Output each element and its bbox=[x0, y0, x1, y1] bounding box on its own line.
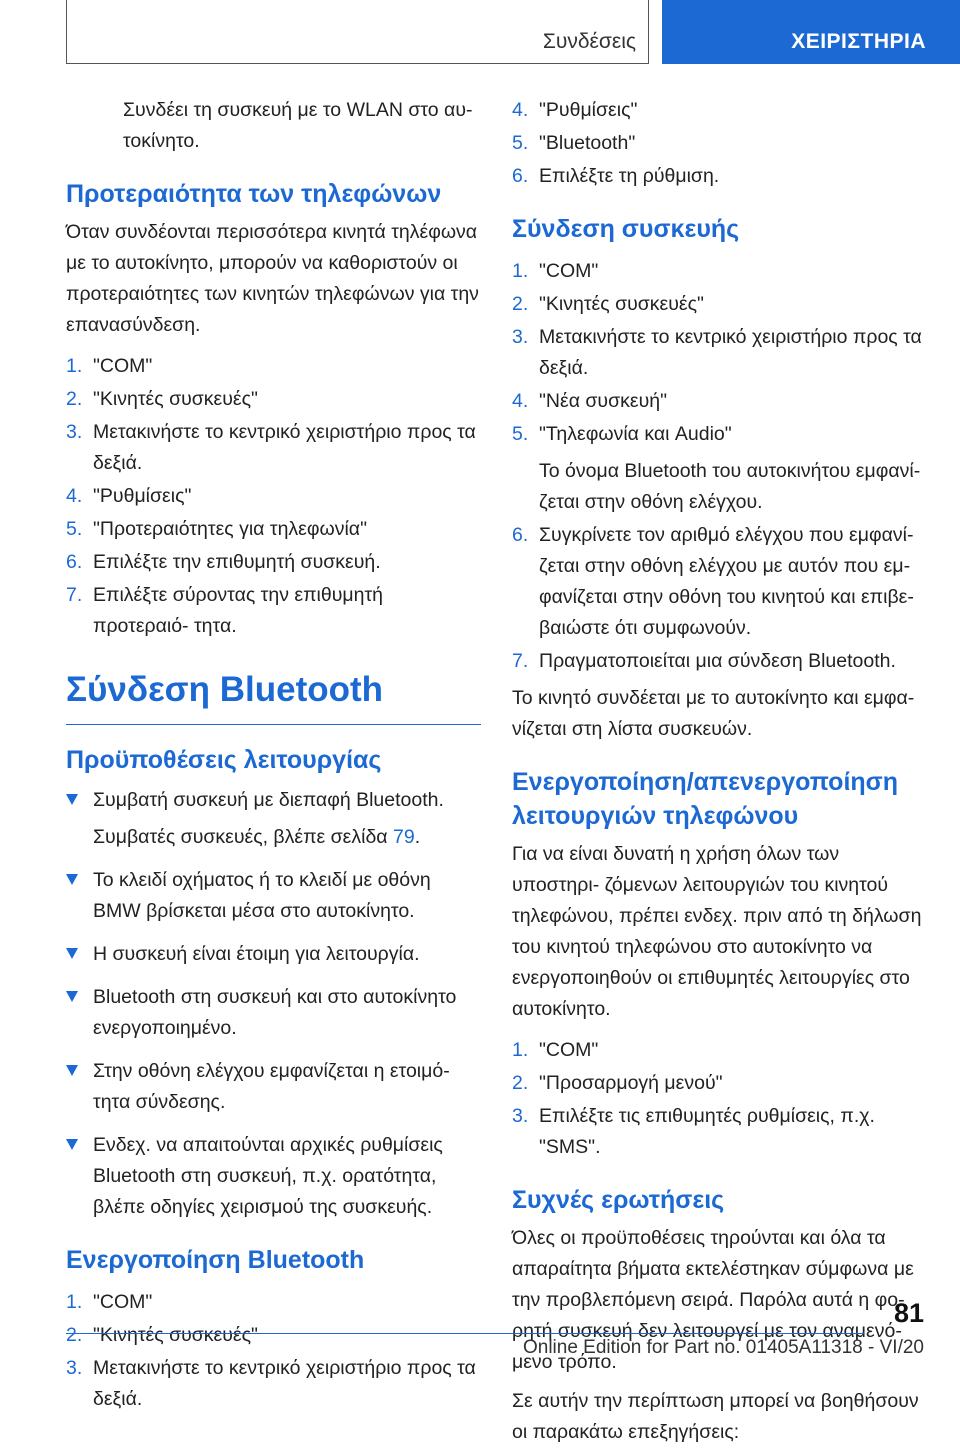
list-item: 7. Πραγματοποιείται μια σύνδεση Bluetooth. bbox=[512, 650, 896, 672]
activate-bluetooth-heading: Ενεργοποίηση Bluetooth bbox=[66, 1246, 365, 1274]
list-item: 7. Επιλέξτε σύροντας την επιθυμητή προτεραιό- τητα. bbox=[66, 584, 384, 637]
list-item: 2. "Κινητές συσκευές" bbox=[66, 1324, 258, 1346]
connect-result-text: Το κινητό συνδέεται με το αυτοκίνητο και εμφα- νίζεται στη λίστα συσκευών. bbox=[512, 687, 915, 740]
faq-text-2: Σε αυτήν την περίπτωση μπορεί να βοηθήσουν οι παρακάτω επεξηγήσεις: bbox=[512, 1390, 919, 1443]
list-item: 5. "Προτεραιότητες για τηλεφωνία" bbox=[66, 518, 367, 540]
list-item: 3. Μετακινήστε το κεντρικό χειριστήριο προς τα δεξιά. bbox=[66, 421, 476, 474]
footer-edition: Online Edition for Part no. 01405A11318 - VI/20 bbox=[522, 1337, 924, 1358]
triangle-bullet-icon bbox=[66, 794, 78, 805]
list-item: 3. Επιλέξτε τις επιθυμητές ρυθμίσεις, π.χ. "SMS". bbox=[512, 1105, 875, 1158]
triangle-bullet-icon bbox=[66, 1065, 78, 1076]
list-item: Ενδεχ. να απαιτούνται αρχικές ρυθμίσεις Bluetooth στη συσκευή, π.χ. ορατότητα, βλέπε οδηγίες χειρισμού της συσκευής. bbox=[66, 1130, 481, 1223]
list-item: 4. "Ρυθμίσεις" bbox=[66, 485, 192, 507]
faq-text-1: Όλες οι προϋποθέσεις τηρούνται και όλα τα απαραίτητα βήματα εκτελέστηκαν σύμφωνα με την προβλεπόμενη σειρά. Παρόλα αυτά η φο- ρητή συσκευή δεν λειτουργεί με τον αναμενό- μενο τρόπο. bbox=[512, 1227, 914, 1373]
connect-device-heading: Σύνδεση συσκευής bbox=[512, 215, 740, 243]
list-item: 2. "Κινητές συσκευές" bbox=[512, 293, 704, 315]
list-item: Η συσκευή είναι έτοιμη για λειτουργία. bbox=[66, 939, 481, 970]
faq-heading: Συχνές ερωτήσεις bbox=[512, 1186, 725, 1214]
header-chapter-label: ΧΕΙΡΙΣΤΗΡΙΑ bbox=[791, 30, 926, 53]
list-item: 1. "COM" bbox=[66, 355, 153, 377]
connect-steps bbox=[512, 256, 927, 677]
activate-steps bbox=[66, 1287, 481, 1415]
list-item: 4. "Νέα συσκευή" bbox=[512, 390, 667, 412]
list-item: 1. "COM" bbox=[512, 260, 599, 282]
page-number: 81 bbox=[893, 1298, 924, 1328]
list-item: 6. Επιλέξτε την επιθυμητή συσκευή. bbox=[66, 551, 381, 573]
left-column bbox=[66, 95, 481, 1421]
activate-steps-continued bbox=[512, 95, 927, 192]
priority-steps bbox=[66, 351, 481, 642]
triangle-bullet-icon bbox=[66, 1139, 78, 1150]
list-item: 1. "COM" bbox=[66, 1291, 153, 1313]
page-link[interactable]: 79 bbox=[393, 826, 415, 848]
list-item: 3. Μετακινήστε το κεντρικό χειριστήριο προς τα δεξιά. bbox=[66, 1357, 476, 1410]
list-item: 2. "Προσαρμογή μενού" bbox=[512, 1072, 723, 1094]
triangle-bullet-icon bbox=[66, 991, 78, 1002]
wlan-intro-text: Συνδέει τη συσκευή με το WLAN στο αυ- τοκίνητο. bbox=[123, 99, 473, 152]
bluetooth-connection-heading: Σύνδεση Bluetooth bbox=[66, 670, 481, 725]
list-item: 3. Μετακινήστε το κεντρικό χειριστήριο προς τα δεξιά. bbox=[512, 326, 922, 379]
footer-divider bbox=[66, 1333, 864, 1334]
phone-functions-steps bbox=[512, 1035, 927, 1163]
prerequisites-heading: Προϋποθέσεις λειτουργίας bbox=[66, 746, 382, 774]
list-item: 5. "Bluetooth" bbox=[512, 132, 636, 154]
list-item: 4. "Ρυθμίσεις" bbox=[512, 99, 638, 121]
list-item: Στην οθόνη ελέγχου εμφανίζεται η ετοιμό- τητα σύνδεσης. bbox=[66, 1056, 481, 1118]
right-column bbox=[512, 95, 927, 1456]
priority-text: Όταν συνδέονται περισσότερα κινητά τηλέφωνα με το αυτοκίνητο, μπορούν να καθοριστούν οι προτεραιότητες των κινητών τηλεφώνων για την επανασύνδεση. bbox=[66, 221, 479, 336]
priority-heading: Προτεραιότητα των τηλεφώνων bbox=[66, 180, 442, 208]
phone-functions-heading: Ενεργοποίηση/απενεργοποίηση λειτουργιών τηλεφώνου bbox=[512, 768, 899, 830]
header-chapter-tab bbox=[662, 0, 960, 64]
list-item: Συμβατή συσκευή με διεπαφή Bluetooth. Συμβατές συσκευές, βλέπε σελίδα 79. bbox=[66, 785, 481, 853]
header-section-label: Συνδέσεις bbox=[542, 30, 636, 53]
phone-functions-text: Για να είναι δυνατή η χρήση όλων των υποστηρι- ζόμενων λειτουργιών του κινητού τηλεφώνου, πρέπει ενδεχ. πριν από τη δήλωση του κινητού τηλεφώνου στο αυτοκίνητο να ενεργοποιηθούν οι επιθυμητές λειτουργίες στο αυτοκίνητο. bbox=[512, 843, 922, 1020]
list-item: 1. "COM" bbox=[512, 1039, 599, 1061]
list-item: Το κλειδί οχήματος ή το κλειδί με οθόνη BMW βρίσκεται μέσα στο αυτοκίνητο. bbox=[66, 865, 481, 927]
header-section-tab bbox=[66, 0, 649, 64]
triangle-bullet-icon bbox=[66, 948, 78, 959]
prerequisites-list bbox=[66, 785, 481, 1223]
triangle-bullet-icon bbox=[66, 874, 78, 885]
list-item: Bluetooth στη συσκευή και στο αυτοκίνητο ενεργοποιημένο. bbox=[66, 982, 481, 1044]
list-item: 6. Επιλέξτε τη ρύθμιση. bbox=[512, 165, 720, 187]
list-item: 5. "Τηλεφωνία και Audio" Το όνομα Bluetooth του αυτοκινήτου εμφανί- ζεται στην οθόνη ελέγχου. bbox=[512, 423, 921, 513]
list-item: 2. "Κινητές συσκευές" bbox=[66, 388, 258, 410]
list-item: 6. Συγκρίνετε τον αριθμό ελέγχου που εμφανί- ζεται στην οθόνη ελέγχου με αυτόν που εμ- φανίζεται στην οθόνη του κινητού και επιβε- βαιώστε ότι συμφωνούν. bbox=[512, 524, 914, 639]
